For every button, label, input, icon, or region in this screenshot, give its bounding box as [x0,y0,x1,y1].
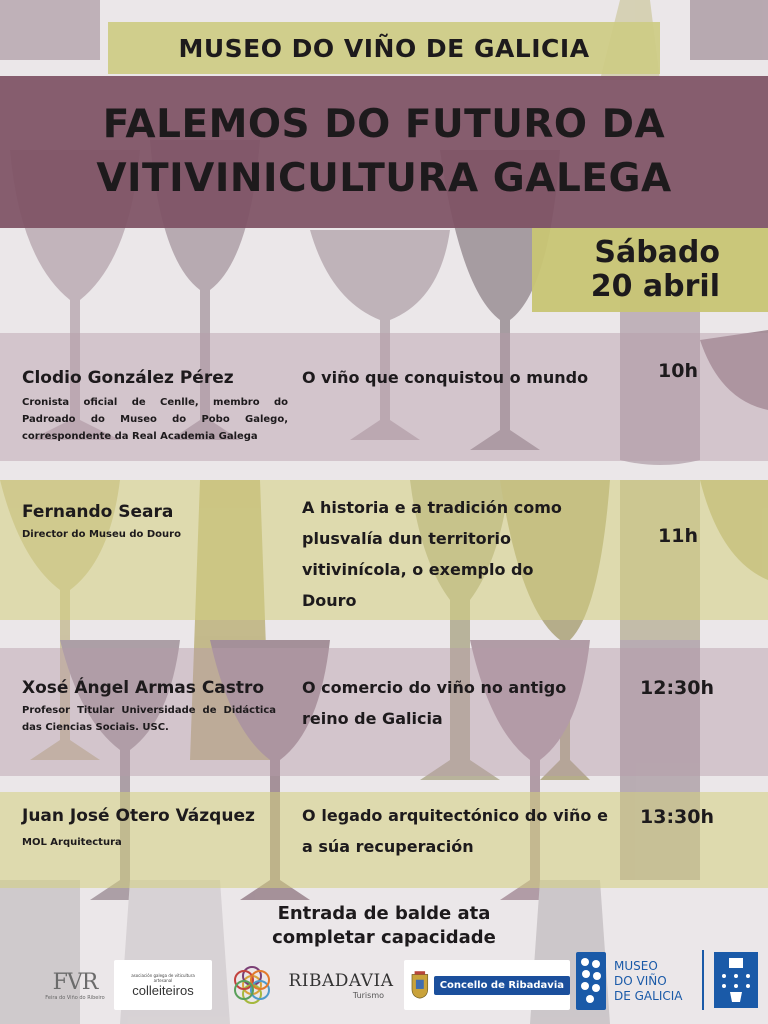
museo-logo-line-1: MUSEO [614,958,658,973]
fvr-logo-text: FVR [52,969,98,995]
museo-logo-line-2: DO VIÑO [614,973,667,988]
event-title [0,76,768,228]
museo-logo-line-3: DE GALICIA [614,988,683,1003]
colleiteiros-logo-text: colleiteiros [132,982,194,998]
event-date [532,228,768,312]
coat-of-arms-icon [410,963,430,1007]
speaker-role: MOL Arquitectura [22,837,122,848]
speaker-role: Director do Museu do Douro [22,529,181,540]
speaker-name: Xosé Ángel Armas Castro [22,678,265,698]
entry-line-2: completar capacidade [272,927,496,948]
talk-title: O comercio do viño no antigo reino de Galicia [302,678,567,728]
speaker-name: Juan José Otero Vázquez [22,806,255,826]
colleiteiros-logo-tagline: asociación galega de viticultura artesanal [131,972,195,983]
fvr-logo [44,960,106,1010]
museum-glass-icon [576,952,606,1010]
entry-line-1: Entrada de balde ata [277,903,491,924]
fvr-logo-subtitle: Feira do Viño do Ribeiro [45,994,105,1001]
session-time: 13:30h [640,806,715,828]
concello-ribadavia-logo [404,960,570,1010]
ribadavia-logo-text: RIBADAVIA [288,970,394,991]
session-time: 10h [658,360,698,382]
colleiteiros-logo [114,960,212,1010]
flower-logo [224,960,280,1010]
talk-title: A historia e a tradición como plusvalía dun territorio vitivinícola, o exemplo do Douro [302,498,562,610]
session-time: 12:30h [640,677,715,699]
event-title-line-1: FALEMOS DO FUTURO DA [102,102,666,147]
concello-logo-text: Concello de Ribadavia [434,976,570,995]
speaker-role: Profesor Titular Universidade de Didáctica das Ciencias Sociais. USC. [22,705,276,733]
event-title-line-2: VITIVINICULTURA GALEGA [96,156,672,201]
ribadavia-logo-subtitle: Turismo [352,990,384,1000]
event-date-text: 20 abril [590,269,720,304]
talk-title: O legado arquitectónico do viño e a súa recuperación [302,806,608,856]
session-time: 11h [658,525,698,547]
entry-info [0,902,768,950]
ribadavia-turismo-logo [286,960,396,1010]
museo-vino-galicia-logo [576,950,694,1012]
speaker-name: Fernando Seara [22,502,174,522]
xunta-galicia-shield-icon [714,952,758,1008]
logo-divider [702,950,704,1010]
speaker-name: Clodio González Pérez [22,368,234,388]
talk-title: O viño que conquistou o mundo [302,368,589,387]
museum-title: MUSEO DO VIÑO DE GALICIA [108,22,660,74]
speaker-role: Cronista oficial de Cenlle, membro do Padroado do Museo do Pobo Galego, correspondente da Real Academia Galega [22,397,288,442]
event-day: Sábado [594,235,720,270]
